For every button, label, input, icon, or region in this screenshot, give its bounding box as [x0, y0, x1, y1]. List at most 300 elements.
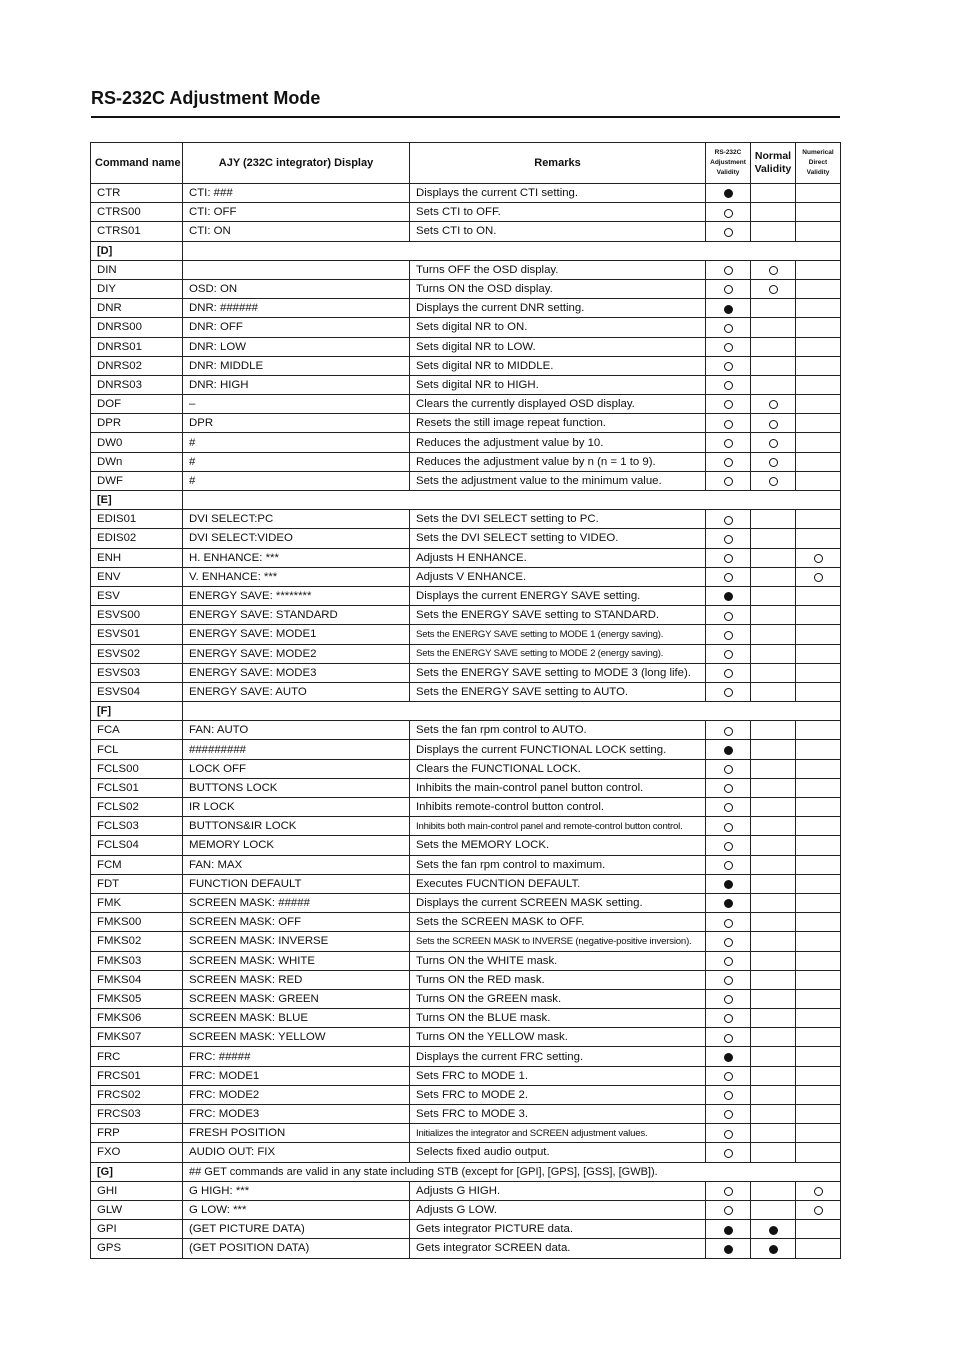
table-row — [91, 893, 841, 912]
open-circle-icon — [724, 573, 733, 582]
header-numerical-line: Direct — [808, 159, 828, 166]
filled-circle-icon — [724, 880, 733, 889]
rs232c-validity-cell — [706, 721, 751, 740]
display-cell: AUDIO OUT: FIX — [183, 1143, 410, 1162]
command-name-cell: ESVS04 — [91, 682, 183, 701]
normal-validity-cell — [751, 1009, 796, 1028]
table-row — [91, 970, 841, 989]
display-cell: G LOW: *** — [183, 1200, 410, 1219]
rs232c-validity-cell — [706, 1066, 751, 1085]
normal-validity-cell — [751, 663, 796, 682]
normal-validity-cell — [751, 356, 796, 375]
command-name-cell: DNRS03 — [91, 375, 183, 394]
section-label: [E] — [91, 491, 183, 510]
numerical-validity-cell — [796, 682, 841, 701]
rs232c-validity-cell — [706, 203, 751, 222]
remarks-cell: Sets the ENERGY SAVE setting to STANDARD. — [410, 606, 706, 625]
numerical-validity-cell — [796, 836, 841, 855]
display-cell: DNR: LOW — [183, 337, 410, 356]
command-name-cell: CTRS00 — [91, 203, 183, 222]
display-cell: CTI: ### — [183, 184, 410, 203]
normal-validity-cell — [751, 913, 796, 932]
remarks-cell: Resets the still image repeat function. — [410, 414, 706, 433]
normal-validity-cell — [751, 625, 796, 644]
remarks-cell: Turns ON the RED mask. — [410, 970, 706, 989]
numerical-validity-cell — [796, 1143, 841, 1162]
open-circle-icon — [724, 554, 733, 563]
remarks-cell: Adjusts G LOW. — [410, 1200, 706, 1219]
table-row — [91, 1200, 841, 1219]
open-circle-icon — [724, 516, 733, 525]
display-cell: ENERGY SAVE: ******** — [183, 586, 410, 605]
table-row — [91, 1143, 841, 1162]
display-cell: CTI: ON — [183, 222, 410, 241]
display-cell: SCREEN MASK: GREEN — [183, 989, 410, 1008]
table-row — [91, 1124, 841, 1143]
normal-validity-cell — [751, 932, 796, 951]
open-circle-icon — [724, 938, 733, 947]
command-name-cell: FRC — [91, 1047, 183, 1066]
numerical-validity-cell — [796, 184, 841, 203]
display-cell: DNR: ###### — [183, 299, 410, 318]
numerical-validity-cell — [796, 1085, 841, 1104]
table-row — [91, 548, 841, 567]
display-cell: SCREEN MASK: INVERSE — [183, 932, 410, 951]
filled-circle-icon — [769, 1245, 778, 1254]
remarks-cell: Inhibits the main-control panel button control. — [410, 778, 706, 797]
numerical-validity-cell — [796, 970, 841, 989]
rs232c-validity-cell — [706, 663, 751, 682]
normal-validity-cell — [751, 203, 796, 222]
numerical-validity-cell — [796, 1047, 841, 1066]
command-name-cell: DNRS02 — [91, 356, 183, 375]
numerical-validity-cell — [796, 1009, 841, 1028]
normal-validity-cell — [751, 893, 796, 912]
normal-validity-cell — [751, 222, 796, 241]
header-normal-line: Validity — [754, 163, 792, 175]
display-cell: SCREEN MASK: OFF — [183, 913, 410, 932]
remarks-cell: Sets FRC to MODE 2. — [410, 1085, 706, 1104]
normal-validity-cell — [751, 951, 796, 970]
normal-validity-cell — [751, 1181, 796, 1200]
rs232c-validity-cell — [706, 989, 751, 1008]
remarks-cell: Sets the SCREEN MASK to OFF. — [410, 913, 706, 932]
rs232c-validity-cell — [706, 1200, 751, 1219]
open-circle-icon — [769, 477, 778, 486]
open-circle-icon — [814, 1187, 823, 1196]
table-row — [91, 625, 841, 644]
remarks-cell: Selects fixed audio output. — [410, 1143, 706, 1162]
normal-validity-cell — [751, 759, 796, 778]
remarks-cell: Inhibits remote-control button control. — [410, 798, 706, 817]
display-cell: ######### — [183, 740, 410, 759]
remarks-cell: Turns ON the WHITE mask. — [410, 951, 706, 970]
display-cell: CTI: OFF — [183, 203, 410, 222]
open-circle-icon — [724, 266, 733, 275]
rs232c-validity-cell — [706, 260, 751, 279]
remarks-cell: Sets digital NR to LOW. — [410, 337, 706, 356]
remarks-cell: Turns ON the BLUE mask. — [410, 1009, 706, 1028]
open-circle-icon — [724, 1072, 733, 1081]
rs232c-validity-cell — [706, 740, 751, 759]
table-row — [91, 510, 841, 529]
normal-validity-cell — [751, 1220, 796, 1239]
open-circle-icon — [724, 803, 733, 812]
table-row — [91, 1220, 841, 1239]
table-row — [91, 932, 841, 951]
remarks-cell: Initializes the integrator and SCREEN adjustment values. — [410, 1124, 706, 1143]
rs232c-validity-cell — [706, 567, 751, 586]
remarks-cell: Inhibits both main-control panel and remote-control button control. — [410, 817, 706, 836]
open-circle-icon — [724, 439, 733, 448]
remarks-cell: Displays the current CTI setting. — [410, 184, 706, 203]
numerical-validity-cell — [796, 1105, 841, 1124]
rs232c-validity-cell — [706, 1220, 751, 1239]
rs232c-validity-cell — [706, 932, 751, 951]
numerical-validity-cell — [796, 471, 841, 490]
section-label: [F] — [91, 702, 183, 721]
numerical-validity-cell — [796, 567, 841, 586]
header-numerical-line: Numerical — [802, 149, 834, 156]
remarks-cell: Turns OFF the OSD display. — [410, 260, 706, 279]
table-row — [91, 184, 841, 203]
page-title: RS-232C Adjustment Mode — [91, 88, 321, 108]
numerical-validity-cell — [796, 452, 841, 471]
rs232c-validity-cell — [706, 798, 751, 817]
filled-circle-icon — [769, 1226, 778, 1235]
filled-circle-icon — [724, 1245, 733, 1254]
numerical-validity-cell — [796, 548, 841, 567]
numerical-validity-cell — [796, 260, 841, 279]
open-circle-icon — [724, 1034, 733, 1043]
filled-circle-icon — [724, 1053, 733, 1062]
header-numerical-validity — [796, 143, 841, 184]
numerical-validity-cell — [796, 299, 841, 318]
header-command-name: Command name — [91, 143, 183, 184]
command-name-cell: GLW — [91, 1200, 183, 1219]
filled-circle-icon — [724, 1226, 733, 1235]
rs232c-validity-cell — [706, 1085, 751, 1104]
open-circle-icon — [724, 1091, 733, 1100]
table-row — [91, 798, 841, 817]
numerical-validity-cell — [796, 913, 841, 932]
header-normal-validity — [751, 143, 796, 184]
numerical-validity-cell — [796, 1028, 841, 1047]
command-name-cell: FMKS07 — [91, 1028, 183, 1047]
display-cell: SCREEN MASK: YELLOW — [183, 1028, 410, 1047]
table-row — [91, 1085, 841, 1104]
open-circle-icon — [769, 458, 778, 467]
command-name-cell: DOF — [91, 395, 183, 414]
numerical-validity-cell — [796, 798, 841, 817]
rs232c-validity-cell — [706, 951, 751, 970]
rs232c-validity-cell — [706, 970, 751, 989]
numerical-validity-cell — [796, 433, 841, 452]
table-row — [91, 318, 841, 337]
command-name-cell: DIY — [91, 279, 183, 298]
rs232c-validity-cell — [706, 1143, 751, 1162]
remarks-cell: Sets the fan rpm control to AUTO. — [410, 721, 706, 740]
filled-circle-icon — [724, 899, 733, 908]
table-row — [91, 1181, 841, 1200]
numerical-validity-cell — [796, 1220, 841, 1239]
remarks-cell: Sets the ENERGY SAVE setting to MODE 3 (long life). — [410, 663, 706, 682]
display-cell: SCREEN MASK: ##### — [183, 893, 410, 912]
table-row — [91, 874, 841, 893]
normal-validity-cell — [751, 1239, 796, 1258]
command-name-cell: DWn — [91, 452, 183, 471]
normal-validity-cell — [751, 471, 796, 490]
display-cell: – — [183, 395, 410, 414]
numerical-validity-cell — [796, 203, 841, 222]
rs232c-validity-cell — [706, 452, 751, 471]
numerical-validity-cell — [796, 951, 841, 970]
table-row — [91, 337, 841, 356]
command-name-cell: FRCS02 — [91, 1085, 183, 1104]
command-name-cell: FCLS02 — [91, 798, 183, 817]
remarks-cell: Sets the ENERGY SAVE setting to AUTO. — [410, 682, 706, 701]
display-cell: (GET PICTURE DATA) — [183, 1220, 410, 1239]
table-row — [91, 1066, 841, 1085]
display-cell: SCREEN MASK: RED — [183, 970, 410, 989]
table-row — [91, 222, 841, 241]
open-circle-icon — [724, 669, 733, 678]
normal-validity-cell — [751, 855, 796, 874]
remarks-cell: Sets digital NR to HIGH. — [410, 375, 706, 394]
open-circle-icon — [724, 957, 733, 966]
numerical-validity-cell — [796, 529, 841, 548]
normal-validity-cell — [751, 548, 796, 567]
remarks-cell: Reduces the adjustment value by 10. — [410, 433, 706, 452]
open-circle-icon — [724, 209, 733, 218]
remarks-cell: Sets the DVI SELECT setting to PC. — [410, 510, 706, 529]
command-name-cell: DW0 — [91, 433, 183, 452]
table-row — [91, 567, 841, 586]
table-row — [91, 644, 841, 663]
numerical-validity-cell — [796, 318, 841, 337]
section-label: [D] — [91, 241, 183, 260]
normal-validity-cell — [751, 1105, 796, 1124]
rs232c-validity-cell — [706, 222, 751, 241]
normal-validity-cell — [751, 337, 796, 356]
filled-circle-icon — [724, 592, 733, 601]
open-circle-icon — [814, 1206, 823, 1215]
normal-validity-cell — [751, 510, 796, 529]
command-name-cell: FMKS03 — [91, 951, 183, 970]
table-row — [91, 299, 841, 318]
numerical-validity-cell — [796, 1124, 841, 1143]
table-row — [91, 855, 841, 874]
command-name-cell: CTR — [91, 184, 183, 203]
table-row — [91, 529, 841, 548]
numerical-validity-cell — [796, 1181, 841, 1200]
command-name-cell: DNRS00 — [91, 318, 183, 337]
table-row — [91, 663, 841, 682]
numerical-validity-cell — [796, 279, 841, 298]
filled-circle-icon — [724, 189, 733, 198]
remarks-cell: Adjusts G HIGH. — [410, 1181, 706, 1200]
display-cell: ENERGY SAVE: MODE2 — [183, 644, 410, 663]
display-cell: ENERGY SAVE: MODE3 — [183, 663, 410, 682]
header-rs232c-validity — [706, 143, 751, 184]
header-display: AJY (232C integrator) Display — [183, 143, 410, 184]
command-name-cell: FMKS06 — [91, 1009, 183, 1028]
command-name-cell: FMKS00 — [91, 913, 183, 932]
numerical-validity-cell — [796, 721, 841, 740]
command-name-cell: GPS — [91, 1239, 183, 1258]
rs232c-validity-cell — [706, 1028, 751, 1047]
remarks-cell: Sets digital NR to ON. — [410, 318, 706, 337]
remarks-cell: Sets the fan rpm control to maximum. — [410, 855, 706, 874]
normal-validity-cell — [751, 452, 796, 471]
command-name-cell: FXO — [91, 1143, 183, 1162]
open-circle-icon — [724, 1110, 733, 1119]
rs232c-validity-cell — [706, 1105, 751, 1124]
display-cell: SCREEN MASK: BLUE — [183, 1009, 410, 1028]
normal-validity-cell — [751, 529, 796, 548]
remarks-cell: Sets FRC to MODE 1. — [410, 1066, 706, 1085]
rs232c-validity-cell — [706, 395, 751, 414]
rs232c-validity-cell — [706, 644, 751, 663]
command-name-cell: FMKS05 — [91, 989, 183, 1008]
display-cell: DNR: MIDDLE — [183, 356, 410, 375]
numerical-validity-cell — [796, 586, 841, 605]
display-cell: OSD: ON — [183, 279, 410, 298]
command-name-cell: FCLS04 — [91, 836, 183, 855]
display-cell: FAN: MAX — [183, 855, 410, 874]
open-circle-icon — [724, 861, 733, 870]
open-circle-icon — [724, 612, 733, 621]
numerical-validity-cell — [796, 510, 841, 529]
filled-circle-icon — [724, 746, 733, 755]
display-cell: FAN: AUTO — [183, 721, 410, 740]
rs232c-validity-cell — [706, 625, 751, 644]
normal-validity-cell — [751, 184, 796, 203]
display-cell: DNR: HIGH — [183, 375, 410, 394]
normal-validity-cell — [751, 606, 796, 625]
display-cell: G HIGH: *** — [183, 1181, 410, 1200]
table-row — [91, 1239, 841, 1258]
rs232c-validity-cell — [706, 1239, 751, 1258]
rs232c-validity-cell — [706, 318, 751, 337]
header-rs232c-line: Adjustment — [710, 159, 746, 166]
numerical-validity-cell — [796, 663, 841, 682]
remarks-cell: Clears the currently displayed OSD display. — [410, 395, 706, 414]
command-name-cell: ESV — [91, 586, 183, 605]
numerical-validity-cell — [796, 893, 841, 912]
display-cell: LOCK OFF — [183, 759, 410, 778]
open-circle-icon — [724, 381, 733, 390]
command-name-cell: FDT — [91, 874, 183, 893]
open-circle-icon — [724, 1130, 733, 1139]
open-circle-icon — [769, 420, 778, 429]
open-circle-icon — [724, 1014, 733, 1023]
remarks-cell: Sets digital NR to MIDDLE. — [410, 356, 706, 375]
open-circle-icon — [769, 439, 778, 448]
normal-validity-cell — [751, 817, 796, 836]
command-name-cell: FCL — [91, 740, 183, 759]
command-name-cell: FRP — [91, 1124, 183, 1143]
section-row — [91, 1162, 841, 1181]
normal-validity-cell — [751, 375, 796, 394]
display-cell: FRC: ##### — [183, 1047, 410, 1066]
table-row — [91, 721, 841, 740]
rs232c-validity-cell — [706, 471, 751, 490]
rs232c-validity-cell — [706, 606, 751, 625]
numerical-validity-cell — [796, 375, 841, 394]
numerical-validity-cell — [796, 395, 841, 414]
normal-validity-cell — [751, 874, 796, 893]
command-name-cell: FCLS03 — [91, 817, 183, 836]
normal-validity-cell — [751, 1200, 796, 1219]
header-numerical-line: Validity — [806, 169, 830, 176]
rs232c-validity-cell — [706, 375, 751, 394]
display-cell: # — [183, 433, 410, 452]
command-name-cell: CTRS01 — [91, 222, 183, 241]
rs232c-validity-cell — [706, 836, 751, 855]
numerical-validity-cell — [796, 855, 841, 874]
display-cell: MEMORY LOCK — [183, 836, 410, 855]
table-body — [91, 184, 841, 1259]
display-cell: (GET POSITION DATA) — [183, 1239, 410, 1258]
table-row — [91, 759, 841, 778]
command-name-cell: FCLS00 — [91, 759, 183, 778]
normal-validity-cell — [751, 299, 796, 318]
section-row — [91, 241, 841, 260]
remarks-cell: Adjusts V ENHANCE. — [410, 567, 706, 586]
remarks-cell: Sets the MEMORY LOCK. — [410, 836, 706, 855]
numerical-validity-cell — [796, 222, 841, 241]
open-circle-icon — [724, 343, 733, 352]
remarks-cell: Displays the current ENERGY SAVE setting. — [410, 586, 706, 605]
open-circle-icon — [724, 823, 733, 832]
display-cell: SCREEN MASK: WHITE — [183, 951, 410, 970]
display-cell: FUNCTION DEFAULT — [183, 874, 410, 893]
rs232c-validity-cell — [706, 548, 751, 567]
remarks-cell: Clears the FUNCTIONAL LOCK. — [410, 759, 706, 778]
table-row — [91, 395, 841, 414]
rs232c-validity-cell — [706, 299, 751, 318]
remarks-cell: Turns ON the OSD display. — [410, 279, 706, 298]
open-circle-icon — [724, 995, 733, 1004]
table-row — [91, 817, 841, 836]
rs232c-validity-cell — [706, 586, 751, 605]
title-rule — [91, 116, 840, 118]
rs232c-validity-cell — [706, 184, 751, 203]
remarks-cell: Turns ON the GREEN mask. — [410, 989, 706, 1008]
display-cell: ENERGY SAVE: AUTO — [183, 682, 410, 701]
command-name-cell: DPR — [91, 414, 183, 433]
normal-validity-cell — [751, 1028, 796, 1047]
remarks-cell: Displays the current FUNCTIONAL LOCK setting. — [410, 740, 706, 759]
table-row — [91, 356, 841, 375]
open-circle-icon — [724, 688, 733, 697]
display-cell: DPR — [183, 414, 410, 433]
remarks-cell: Sets the adjustment value to the minimum value. — [410, 471, 706, 490]
rs232c-validity-cell — [706, 1181, 751, 1200]
remarks-cell: Reduces the adjustment value by n (n = 1 to 9). — [410, 452, 706, 471]
numerical-validity-cell — [796, 337, 841, 356]
display-cell: BUTTONS&IR LOCK — [183, 817, 410, 836]
normal-validity-cell — [751, 318, 796, 337]
display-cell: BUTTONS LOCK — [183, 778, 410, 797]
numerical-validity-cell — [796, 932, 841, 951]
numerical-validity-cell — [796, 1066, 841, 1085]
display-cell: IR LOCK — [183, 798, 410, 817]
rs232c-validity-cell — [706, 1009, 751, 1028]
rs232c-validity-cell — [706, 817, 751, 836]
open-circle-icon — [724, 976, 733, 985]
